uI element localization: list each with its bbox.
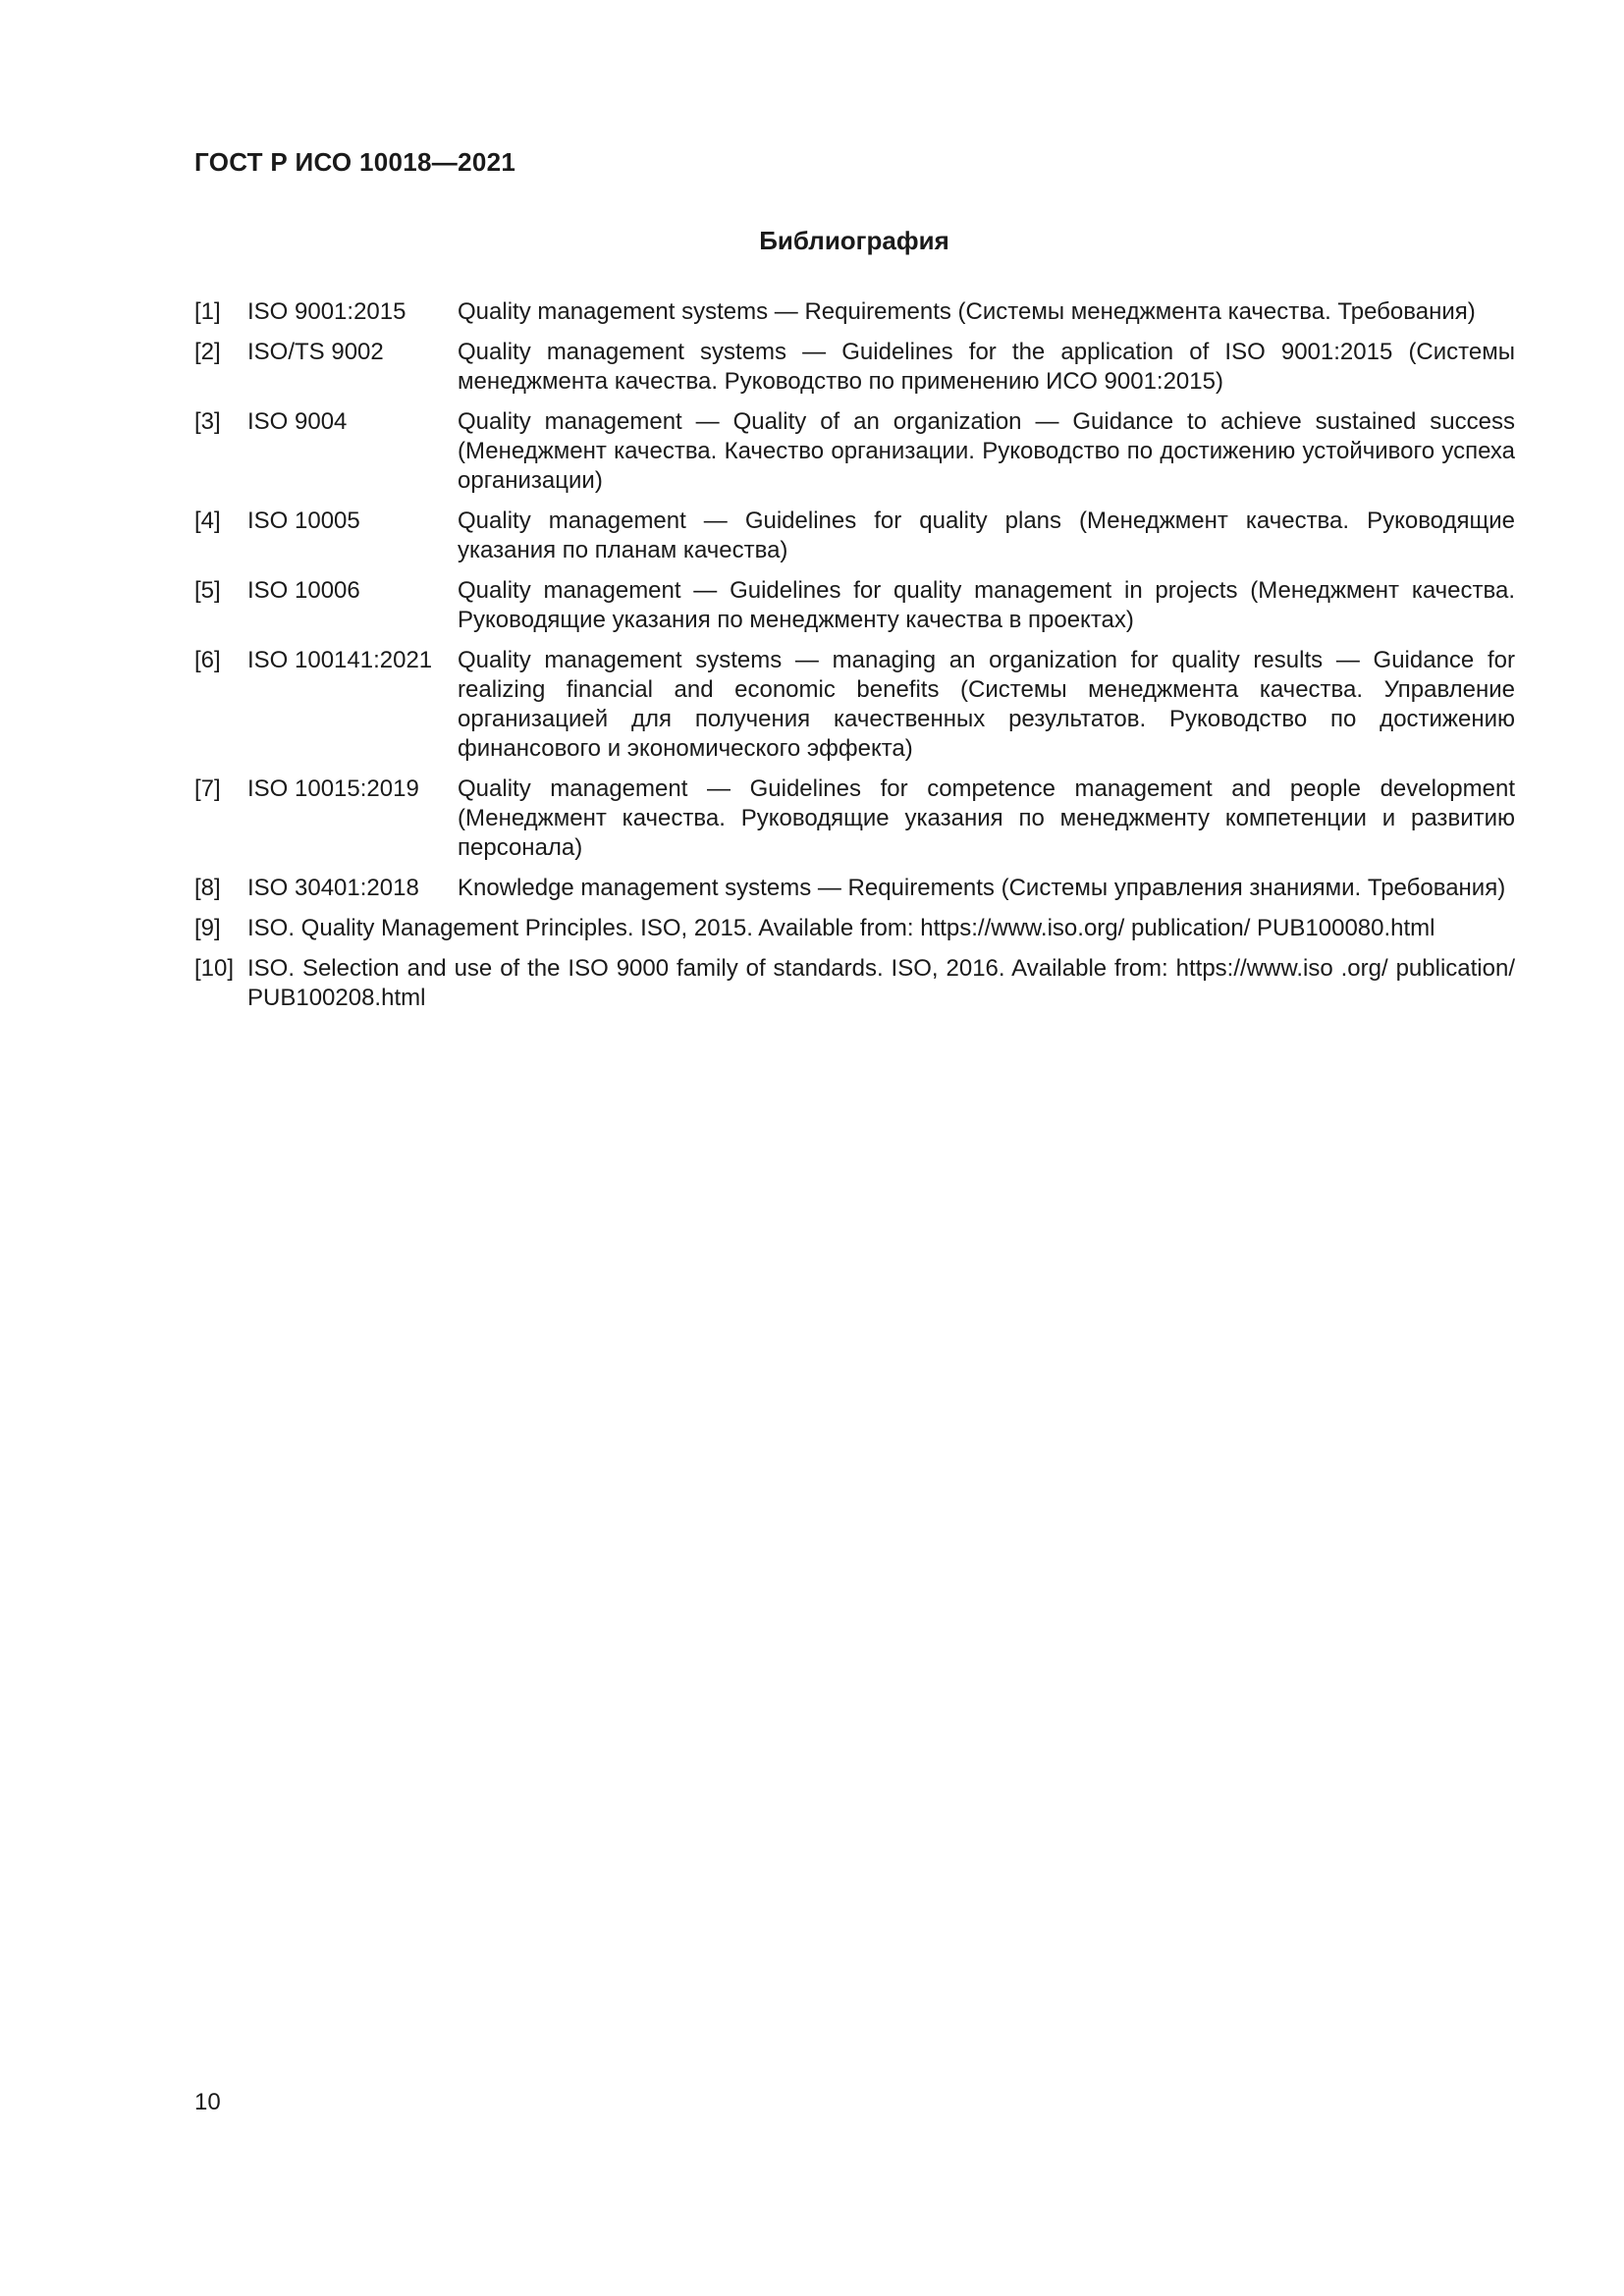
entry-number: [9] (194, 915, 221, 941)
entry-number: [3] (194, 408, 221, 435)
bibliography-entry-9 (194, 914, 1515, 943)
bibliography-entry-4 (194, 507, 1515, 565)
entry-standard-code: ISO 100141:2021 (247, 647, 433, 673)
entry-title: Quality management — Quality of an organization — Guidance to achieve sustained success (Менеджмент качества. Качество организации. Руководство по достижению устойчивого успеха организации) (458, 408, 1515, 494)
page-number: 10 (194, 2089, 221, 2115)
bibliography-entry-2 (194, 338, 1515, 397)
entry-title: Knowledge management systems — Requirements (Системы управления знаниями. Требования) (458, 875, 1506, 901)
entry-standard-code: ISO 9001:2015 (247, 298, 406, 325)
entry-standard-code: ISO 30401:2018 (247, 875, 419, 901)
entry-number: [10] (194, 955, 235, 982)
entry-number: [7] (194, 775, 221, 802)
entry-number: [4] (194, 507, 221, 534)
entry-standard-code: ISO 10005 (247, 507, 360, 534)
entry-title: ISO. Quality Management Principles. ISO, 2015. Available from: https://www.iso.org/ publication/ PUB100080.html (247, 915, 1435, 941)
entry-number: [6] (194, 647, 221, 673)
bibliography-list (194, 297, 1515, 1024)
entry-title: Quality management systems — Requirements (Системы менеджмента качества. Требования) (458, 298, 1476, 325)
entry-title: ISO. Selection and use of the ISO 9000 family of standards. ISO, 2016. Available from: https://www.iso .org/ publication/ PUB100208.html (247, 955, 1515, 1011)
entry-title: Quality management — Guidelines for competence management and people development (Менеджмент качества. Руководящие указания по менеджменту компетенции и развитию персонала) (458, 775, 1515, 861)
entry-title: Quality management systems — managing an organization for quality results — Guidance for realizing financial and economic benefits (Системы менеджмента качества. Управление организацией для получения качественных результатов. Руководство по достижению финансового и экономического эффекта) (458, 647, 1515, 762)
entry-number: [5] (194, 577, 221, 604)
section-title: Библиография (759, 226, 949, 255)
bibliography-entry-10 (194, 954, 1515, 1013)
entry-standard-code: ISO 9004 (247, 408, 348, 435)
entry-standard-code: ISO/TS 9002 (247, 339, 384, 365)
entry-title: Quality management — Guidelines for quality plans (Менеджмент качества. Руководящие указания по планам качества) (458, 507, 1515, 563)
entry-standard-code: ISO 10006 (247, 577, 360, 604)
bibliography-entry-7 (194, 774, 1515, 863)
bibliography-entry-8 (194, 874, 1515, 903)
entry-number: [8] (194, 875, 221, 901)
bibliography-entry-5 (194, 576, 1515, 635)
entry-title: Quality management systems — Guidelines for the application of ISO 9001:2015 (Системы менеджмента качества. Руководство по применению ИСО 9001:2015) (458, 339, 1515, 395)
entry-standard-code: ISO 10015:2019 (247, 775, 419, 802)
entry-number: [2] (194, 339, 221, 365)
entry-number: [1] (194, 298, 221, 325)
bibliography-entry-6 (194, 646, 1515, 764)
entry-title: Quality management — Guidelines for quality management in projects (Менеджмент качества. Руководящие указания по менеджменту качества в проектах) (458, 577, 1515, 633)
bibliography-entry-1 (194, 297, 1515, 327)
bibliography-entry-3 (194, 407, 1515, 496)
document-code-header: ГОСТ Р ИСО 10018—2021 (194, 147, 516, 177)
